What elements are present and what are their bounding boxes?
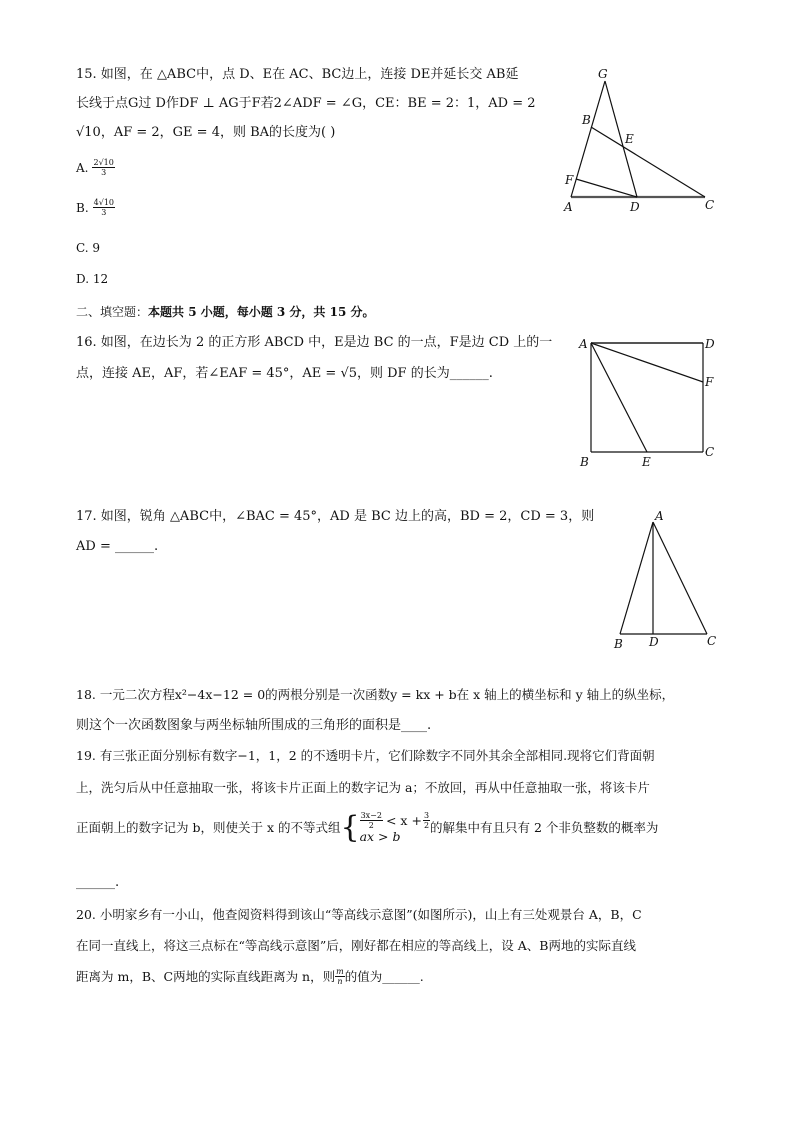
fraction-numerator: m: [336, 967, 344, 976]
q19-line-4: ______.: [76, 875, 120, 890]
q15-option-a: [76, 158, 115, 177]
option-value: 12: [92, 272, 109, 286]
label-b: B: [582, 113, 591, 127]
q15-option-c: [76, 241, 100, 255]
section-2-heading: [76, 303, 374, 321]
fraction-numerator: 3x−2: [360, 811, 382, 820]
fraction-denominator: 2: [368, 821, 374, 830]
fraction-numerator: 3: [423, 811, 430, 820]
q19-line-3-before: 正面朝上的数字记为 b，则使关于 x 的不等式组: [76, 819, 341, 835]
q15-option-b: [76, 198, 115, 217]
q19-line-1: 19. 有三张正面分别标有数字−1，1，2 的不透明卡片，它们除数字不同外其余全部相同.现将它们背面朝: [76, 748, 655, 763]
q18-line-1: 18. 一元二次方程x²−4x−12 = 0的两根分别是一次函数y = kx + b在 x 轴上的横坐标和 y 轴上的纵坐标，: [76, 687, 675, 702]
inequality-1-rest: < x +: [385, 812, 422, 828]
label-c: C: [707, 634, 717, 648]
label-e: E: [625, 132, 634, 146]
label-b: B: [580, 455, 589, 469]
label-a: A: [564, 200, 573, 214]
label-d: D: [649, 635, 659, 649]
q20-line-3: [76, 967, 424, 986]
fraction-denominator: 3: [101, 208, 107, 217]
fraction-numerator: 2√10: [93, 158, 114, 167]
q20-line-3-before: 距离为 m，B、C两地的实际直线距离为 n，则: [76, 968, 336, 984]
label-c: C: [705, 445, 715, 459]
q16-line-1: 16. 如图，在边长为 2 的正方形 ABCD 中，E是边 BC 的一点，F是边 CD 上的一: [76, 335, 553, 350]
inequality-1-fraction: [360, 811, 383, 830]
q17-line-2: AD = ______.: [76, 539, 159, 554]
q15-line-1: 15. 如图，在 △ABC中，点 D、E在 AC、BC边上，连接 DE并延长交 AB延: [76, 67, 519, 82]
q19-line-3-after: 的解集中有且只有 2 个非负整数的概率为: [430, 819, 659, 835]
label-a: A: [655, 509, 664, 523]
q17-line-1: 17. 如图，锐角 △ABC中，∠BAC = 45°，AD 是 BC 边上的高，BD = 2，CD = 3，则: [76, 509, 595, 524]
q19-line-2: 上，洗匀后从中任意抽取一张，将该卡片正面上的数字记为 a；不放回，再从中任意抽取一张，将该卡片: [76, 780, 650, 795]
inequality-system: [360, 811, 430, 844]
label-g: G: [598, 67, 608, 81]
q20-line-2: 在同一直线上，将这三点标在“等高线示意图”后，刚好都在相应的等高线上，设 A、B两地的实际直线: [76, 938, 636, 953]
fraction-numerator: 4√10: [93, 198, 115, 207]
fraction-denominator: n: [337, 977, 343, 986]
m-over-n-fraction: [335, 967, 345, 986]
inequality-2: ax > b: [359, 829, 401, 844]
q19-line-3: [76, 811, 658, 844]
q16-square-figure: [570, 330, 730, 479]
q15-option-d: [76, 272, 108, 286]
section-2-description: 本题共 5 小题，每小题 3 分，共 15 分。: [148, 305, 375, 319]
option-letter: D.: [76, 272, 90, 286]
option-letter: C.: [76, 241, 89, 255]
q15-triangle-figure: [555, 60, 735, 224]
label-e: E: [642, 455, 651, 469]
q17-triangle-figure: [600, 500, 730, 659]
option-fraction: [92, 158, 114, 177]
inequality-1: [360, 811, 430, 830]
label-d: D: [630, 200, 640, 214]
label-b: B: [614, 637, 623, 651]
label-d: D: [705, 337, 715, 351]
fraction-denominator: 3: [101, 168, 107, 177]
q15-line-2: 长线于点G过 D作DF ⊥ AG于F若2∠ADF = ∠G，CE：BE = 2：1，AD = 2: [76, 96, 536, 111]
label-a: A: [579, 337, 588, 351]
option-fraction: [93, 198, 115, 217]
label-c: C: [705, 198, 715, 212]
q15-line-3: √10，AF = 2，GE = 4，则 BA的长度为( ): [76, 125, 336, 140]
fraction-denominator: 2: [423, 821, 430, 830]
inequality-1-const: [423, 811, 430, 830]
option-letter: B.: [76, 200, 89, 215]
q16-line-2: 点，连接 AE，AF，若∠EAF = 45°，AE = √5，则 DF 的长为______.: [76, 366, 493, 381]
q18-line-2: 则这个一次函数图象与两坐标轴所围成的三角形的面积是____.: [76, 718, 432, 733]
label-f: F: [705, 375, 714, 389]
label-f: F: [565, 173, 574, 187]
q20-line-3-after: 的值为______.: [344, 968, 424, 984]
section-2-prefix: 二、填空题：: [76, 305, 149, 319]
q20-line-1: 20. 小明家乡有一小山，他查阅资料得到该山“等高线示意图”(如图所示)，山上有三处观景台 A，B，C: [76, 907, 642, 922]
brace-icon: {: [340, 809, 360, 845]
option-value: 9: [92, 241, 101, 255]
option-letter: A.: [76, 160, 89, 175]
